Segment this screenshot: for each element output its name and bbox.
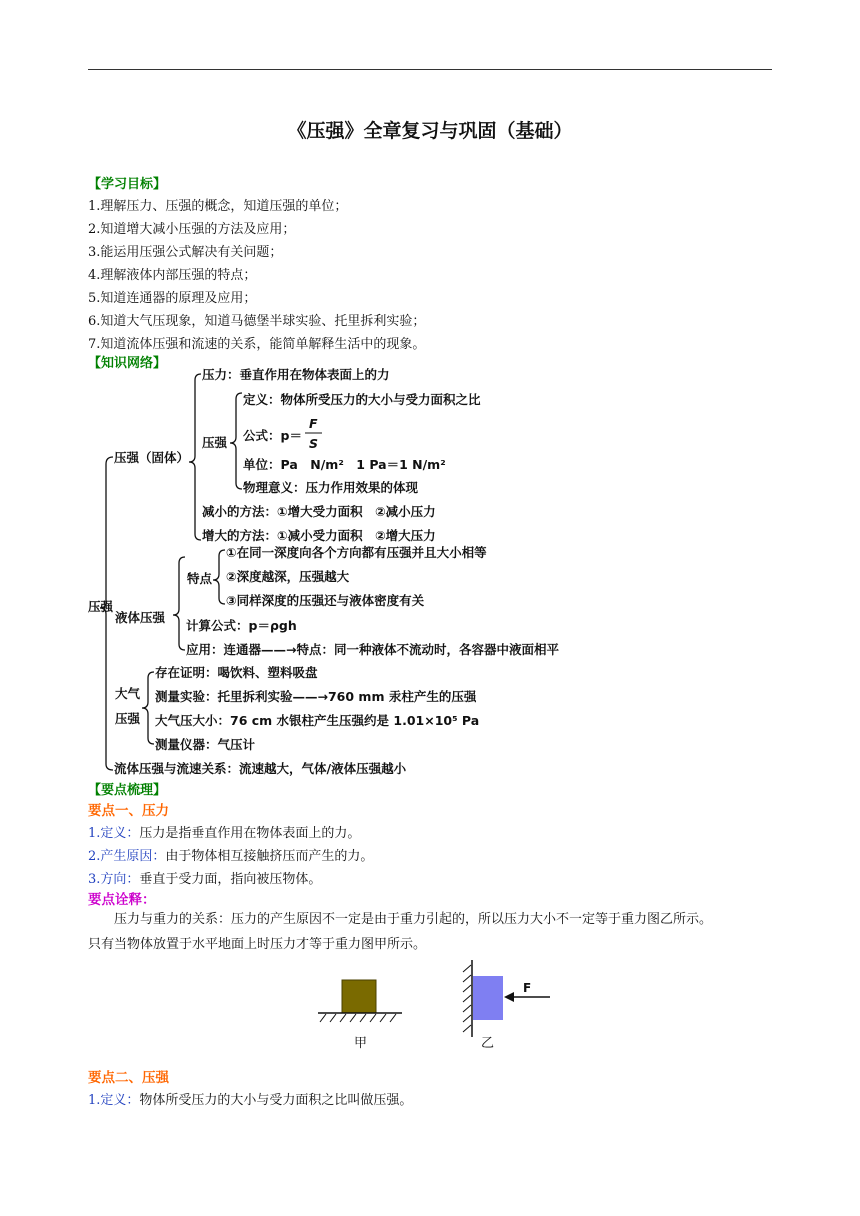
net-formula-num: F [309,416,318,431]
objective-item: 1.理解压力、压强的概念，知道压强的单位； [88,199,348,214]
force-figure [300,955,580,1060]
point2-item-definition [88,1089,412,1108]
block-b [473,976,503,1020]
net-feature-1: ①在同一深度向各个方向都有压强并且大小相等 [226,545,487,560]
item-text: 垂直于受力面，指向被压物体。 [139,872,322,887]
block-a [342,980,376,1013]
net-application: 应用：连通器——→特点：同一种液体不流动时，各容器中液面相平 [186,642,559,657]
item-label: 1.定义： [88,826,140,841]
explain-line-1: 压力与重力的关系：压力的产生原因不一定是由于重力引起的，所以压力大小不一定等于重力图乙所示。 [114,912,713,927]
net-features: 特点 [187,571,213,586]
net-liquid-formula: 计算公式：p＝ρgh [186,618,297,633]
objective-item: 2.知道增大减小压强的方法及应用； [88,222,296,237]
item-label: 1.定义： [88,1093,140,1108]
net-atmos-size: 大气压大小：76 cm 水银柱产生压强约是 1.01×10⁵ Pa [155,713,480,728]
page-title: 《压强》全章复习与巩固（基础） [287,120,573,142]
net-feature-3: ③同样深度的压强还与液体密度有关 [226,593,425,608]
label-b: 乙 [481,1036,495,1051]
net-atmos-instrument: 测量仪器：气压计 [155,737,256,752]
net-atmos-proof: 存在证明：喝饮料、塑料吸盘 [155,665,318,680]
net-meaning: 物理意义：压力作用效果的体现 [243,480,419,495]
net-formula-label: 公式：p＝ [243,428,302,443]
net-decrease: 减小的方法：①增大受力面积 ②减小压力 [202,504,436,519]
point1-title: 要点一、压力 [88,803,169,819]
explain-paragraph [88,907,778,957]
label-a: 甲 [354,1036,368,1051]
net-atmos-measure: 测量实验：托里拆利实验——→760 mm 汞柱产生的压强 [155,689,477,704]
net-force-def: 压力：垂直作用在物体表面上的力 [202,367,390,382]
header-rule [88,69,772,70]
item-text: 由于物体相互接触挤压而产生的力。 [165,849,374,864]
objective-item: 4.理解液体内部压强的特点； [88,268,257,283]
net-solid: 压强（固体） [114,450,190,465]
item-label: 2.产生原因： [88,849,166,864]
net-liquid: 液体压强 [115,610,166,625]
net-unit: 单位：Pa N/m² 1 Pa＝1 N/m² [243,457,446,472]
objective-item: 5.知道连通器的原理及应用； [88,291,257,306]
net-formula-den: S [309,436,319,451]
objective-item: 3.能运用压强公式解决有关问题； [88,245,283,260]
force-label: F [523,981,532,995]
net-fluid: 流体压强与流速关系：流速越大，气体/液体压强越小 [114,761,407,776]
point2-title: 要点二、压强 [88,1070,169,1086]
net-definition: 定义：物体所受压力的大小与受力面积之比 [243,392,481,407]
net-atmos-1: 大气 [115,686,141,701]
item-label: 3.方向： [88,872,140,887]
net-atmos-2: 压强 [115,711,141,726]
item-text: 物体所受压力的大小与受力面积之比叫做压强。 [139,1093,413,1108]
net-pressure: 压强 [202,435,228,450]
explain-title: 要点诠释： [88,892,156,908]
net-increase: 增大的方法：①减小受力面积 ②增大压力 [202,528,436,543]
knowledge-network-diagram [0,366,860,780]
keypoints-heading: 【要点梳理】 [88,783,167,798]
explain-line-2: 只有当物体放置于水平地面上时压力才等于重力图甲所示。 [88,937,427,952]
net-feature-2: ②深度越深，压强越大 [226,569,350,584]
point1-item-direction [88,868,321,887]
objective-item: 6.知道大气压现象，知道马德堡半球实验、托里拆利实验； [88,314,426,329]
item-text: 压力是指垂直作用在物体表面上的力。 [139,826,361,841]
net-root: 压强 [88,599,114,614]
point1-item-cause [88,845,373,864]
point1-item-definition [88,822,360,841]
objectives-heading: 【学习目标】 [88,177,167,192]
objective-item: 7.知道流体压强和流速的关系，能简单解释生活中的现象。 [88,337,426,352]
network-heading: 【知识网络】 [88,356,167,371]
